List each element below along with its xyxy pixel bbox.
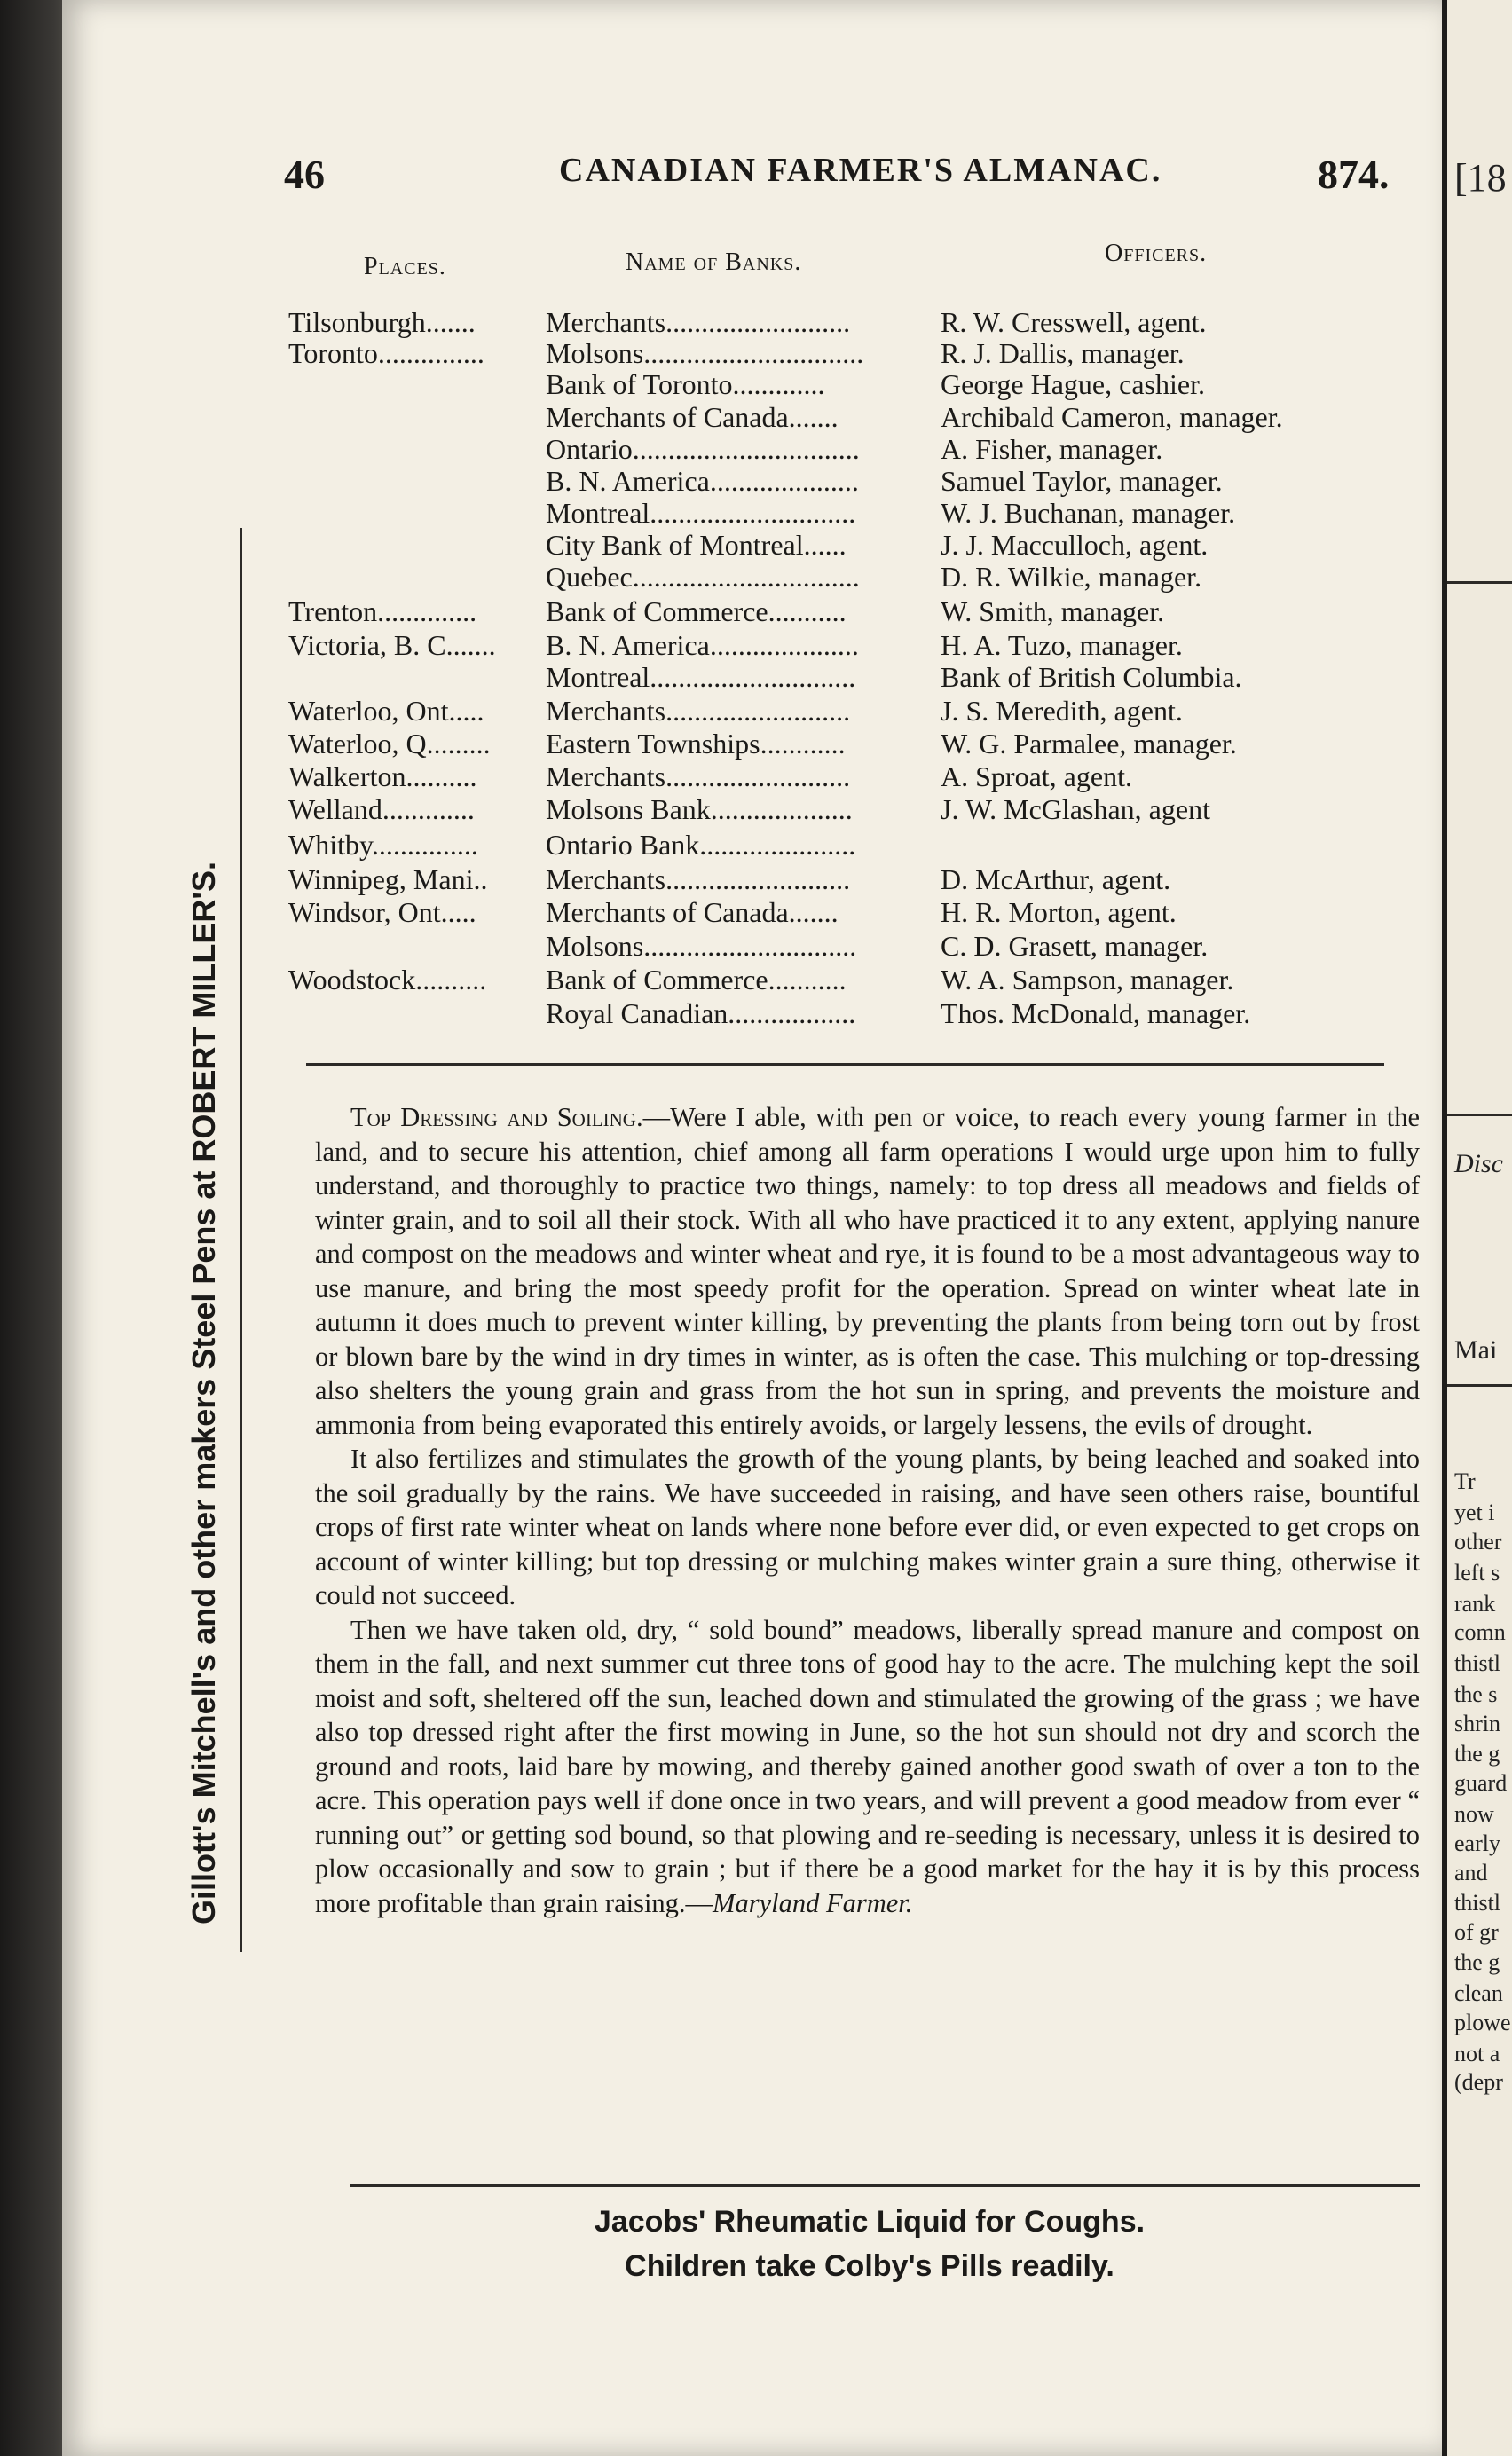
table-row <box>0 760 1442 796</box>
table-row <box>0 368 1442 404</box>
adjacent-fragment: comn <box>1454 1619 1506 1645</box>
place-cell: Waterloo, Q......... <box>288 728 491 760</box>
column-header-banks: Name of Banks. <box>626 248 802 276</box>
officer-cell: A. Fisher, manager. <box>941 433 1163 465</box>
adjacent-page-year: [18 <box>1454 156 1507 200</box>
bank-cell: Molsons............................... <box>546 337 864 369</box>
bank-cell: Merchants of Canada....... <box>546 896 839 928</box>
ad-line-1: Jacobs' Rheumatic Liquid for Coughs. <box>594 2205 1146 2239</box>
table-row <box>0 561 1442 596</box>
adjacent-fragment: Mai <box>1454 1335 1498 1365</box>
officer-cell: R. J. Dallis, manager. <box>941 337 1185 369</box>
bank-cell: Bank of Commerce........... <box>546 595 847 627</box>
adjacent-fragment: thistl <box>1454 1650 1501 1676</box>
adjacent-fragment: other <box>1454 1529 1502 1555</box>
bank-cell: Merchants.......................... <box>546 863 851 895</box>
officer-cell: H. A. Tuzo, manager. <box>941 629 1183 661</box>
table-bottom-rule <box>306 1063 1384 1066</box>
sidebar-advertisement: Gillott's Mitchell's and other makers Steel Pens at ROBERT MILLER'S. <box>185 862 222 1925</box>
adjacent-rule-3 <box>1447 1384 1512 1387</box>
ad-top-rule <box>350 2184 1420 2187</box>
article-paragraph-2: It also fertilizes and stimulates the growth of the young plants, by being leached and soaked into the soil gradually by the rains. We have succeeded in raising, and have seen others raise, bountiful crops of first rate winter wheat on lands where none before ever did, or even expected to get crops on account of winter killing; but top dressing or mulching makes winter grain a sure thing, otherwise it could not succeed. <box>315 1444 1420 1610</box>
table-row <box>0 863 1442 899</box>
bank-cell: B. N. America..................... <box>546 465 859 497</box>
adjacent-fragment: early <box>1454 1830 1500 1856</box>
officer-cell: R. W. Cresswell, agent. <box>941 306 1207 338</box>
table-row <box>0 433 1442 468</box>
adjacent-fragment: plowe <box>1454 2010 1511 2035</box>
place-cell: Winnipeg, Mani.. <box>288 863 488 895</box>
adjacent-fragment: not a <box>1454 2041 1500 2066</box>
table-row <box>0 595 1442 631</box>
bank-cell: Montreal............................. <box>546 497 856 529</box>
article-paragraph-3: Then we have taken old, dry, “ sold bound” meadows, liberally spread manure and compost on them in the fall, and next summer cut three tons of good hay to the acre. The mulching kept the soil moist and soft, sheltered off the sun, leached down and stimulated the growing of the grass ; we have also top dressed right after the first mowing in June, so the hot sun should not dry and scorch the ground and roots, laid bare by mowing, and thereby gained another good swath of over a ton to the acre. This operation pays well if done once in two years, and will prevent a good meadow from ever “ running out” or getting sod bound, so that plowing and re-seeding is necessary, unless it is desired to plow occasionally and sow to grain ; but if there be a good market for the hay it is by this process more profitable than grain raising.—Maryland Farmer. <box>315 1614 1420 1918</box>
adjacent-fragment: left s <box>1454 1560 1500 1586</box>
place-cell: Welland............. <box>288 793 475 825</box>
table-row <box>0 465 1442 500</box>
officer-cell: Bank of British Columbia. <box>941 661 1242 693</box>
officer-cell: W. J. Buchanan, manager. <box>941 497 1236 529</box>
place-cell: Windsor, Ont..... <box>288 896 476 928</box>
place-cell: Woodstock.......... <box>288 964 487 996</box>
column-header-places: Places. <box>364 253 446 280</box>
place-cell: Walkerton.......... <box>288 760 477 792</box>
article <box>315 1100 1420 1920</box>
place-cell: Toronto............... <box>288 337 484 369</box>
adjacent-fragment: thistl <box>1454 1890 1501 1916</box>
adjacent-fragment: the s <box>1454 1681 1498 1707</box>
table-row <box>0 401 1442 437</box>
officer-cell: W. A. Sampson, manager. <box>941 964 1234 996</box>
adjacent-fragment: guard <box>1454 1770 1508 1796</box>
page-number: 46 <box>284 152 325 197</box>
table-row <box>0 930 1442 965</box>
officer-cell: Archibald Cameron, manager. <box>941 401 1283 433</box>
page-title: CANADIAN FARMER'S ALMANAC. <box>559 152 1162 189</box>
officer-cell: Samuel Taylor, manager. <box>941 465 1223 497</box>
bank-cell: Bank of Toronto............. <box>546 368 825 400</box>
bank-cell: Molsons.............................. <box>546 930 857 962</box>
officer-cell: George Hague, cashier. <box>941 368 1205 400</box>
officer-cell: D. R. Wilkie, manager. <box>941 561 1202 593</box>
adjacent-fragment: now <box>1454 1801 1494 1827</box>
ad-line-2: Children take Colby's Pills readily. <box>625 2249 1114 2283</box>
table-row <box>0 829 1442 864</box>
place-cell: Trenton.............. <box>288 595 477 627</box>
adjacent-fragment: rank <box>1454 1591 1496 1617</box>
table-row <box>0 964 1442 999</box>
table-row <box>0 661 1442 697</box>
adjacent-fragment: Disc <box>1454 1149 1503 1178</box>
adjacent-fragment: clean <box>1454 1980 1503 2006</box>
adjacent-fragment: (depr <box>1454 2069 1503 2095</box>
bank-cell: Merchants.......................... <box>546 760 851 792</box>
place-cell: Victoria, B. C....... <box>288 629 496 661</box>
officer-cell: D. McArthur, agent. <box>941 863 1171 895</box>
officer-cell: J. J. Macculloch, agent. <box>941 529 1209 561</box>
officer-cell: J. S. Meredith, agent. <box>941 695 1183 727</box>
adjacent-fragment: shrin <box>1454 1711 1500 1736</box>
adjacent-fragment: and <box>1454 1860 1488 1885</box>
bank-cell: Quebec................................ <box>546 561 860 593</box>
adjacent-fragment: the g <box>1454 1741 1500 1767</box>
adjacent-fragment: the g <box>1454 1949 1500 1975</box>
table-row <box>0 695 1442 730</box>
officer-cell: Thos. McDonald, manager. <box>941 997 1251 1029</box>
page-year: 874. <box>1318 152 1390 197</box>
table-row <box>0 629 1442 665</box>
bank-cell: B. N. America..................... <box>546 629 859 661</box>
article-source: Maryland Farmer. <box>713 1887 913 1918</box>
table-row <box>0 728 1442 763</box>
adjacent-fragment: of gr <box>1454 1919 1499 1945</box>
bank-cell: Merchants of Canada....... <box>546 401 839 433</box>
bank-cell: City Bank of Montreal...... <box>546 529 847 561</box>
table-row <box>0 997 1442 1033</box>
bank-cell: Ontario................................ <box>546 433 860 465</box>
table-row <box>0 337 1442 373</box>
bank-cell: Bank of Commerce........... <box>546 964 847 996</box>
table-row <box>0 497 1442 532</box>
adjacent-fragment: yet i <box>1454 1500 1495 1525</box>
officer-cell: A. Sproat, agent. <box>941 760 1132 792</box>
table-row <box>0 896 1442 932</box>
bank-cell: Ontario Bank...................... <box>546 829 856 861</box>
officer-cell: C. D. Grasett, manager. <box>941 930 1209 962</box>
bank-cell: Eastern Townships............ <box>546 728 846 760</box>
table-row <box>0 793 1442 829</box>
place-cell: Waterloo, Ont..... <box>288 695 484 727</box>
place-cell: Whitby............... <box>288 829 478 861</box>
officer-cell: J. W. McGlashan, agent <box>941 793 1210 825</box>
officer-cell: W. G. Parmalee, manager. <box>941 728 1237 760</box>
table-row <box>0 529 1442 564</box>
bank-cell: Royal Canadian.................. <box>546 997 856 1029</box>
bank-cell: Montreal............................. <box>546 661 856 693</box>
bank-cell: Merchants.......................... <box>546 695 851 727</box>
bank-cell: Merchants.......................... <box>546 306 851 338</box>
adjacent-page-edge <box>1442 0 1512 2456</box>
officer-cell: H. R. Morton, agent. <box>941 896 1177 928</box>
adjacent-rule-1 <box>1447 581 1512 584</box>
officer-cell: W. Smith, manager. <box>941 595 1165 627</box>
table-row <box>0 306 1442 342</box>
column-header-officers: Officers. <box>1105 240 1208 267</box>
adjacent-rule-2 <box>1447 1114 1512 1116</box>
adjacent-fragment: Tr <box>1454 1468 1476 1494</box>
bank-cell: Molsons Bank.................... <box>546 793 853 825</box>
article-paragraph-1: Top Dressing and Soiling.—Were I able, with pen or voice, to reach every young farmer in the land, and to secure his attention, chief among all farm operations I would urge upon him to fully understand, and thoroughly to practice two things, namely: to top dress all meadows and fields of winter grain, and to soil all their stock. With all who have practiced it to any extent, applying nanure and compost on the meadows and winter wheat and rye, it is found to be a most advantageous way to use manure, and bring the most speedy profit for the operation. Spread on winter wheat late in autumn it does much to prevent winter killing, by preventing the plants from being torn out by frost or blown bare by the wind in dry times in winter, as is often the case. This mulching or top-dressing also shelters the young grain and grass from the hot sun in spring, and prevents the moisture and ammonia from being evaporated this entirely avoids, or largely lessens, the evils of drought. <box>315 1102 1420 1440</box>
article-heading: Top Dressing and Soiling. <box>350 1102 643 1132</box>
place-cell: Tilsonburgh....... <box>288 306 476 338</box>
